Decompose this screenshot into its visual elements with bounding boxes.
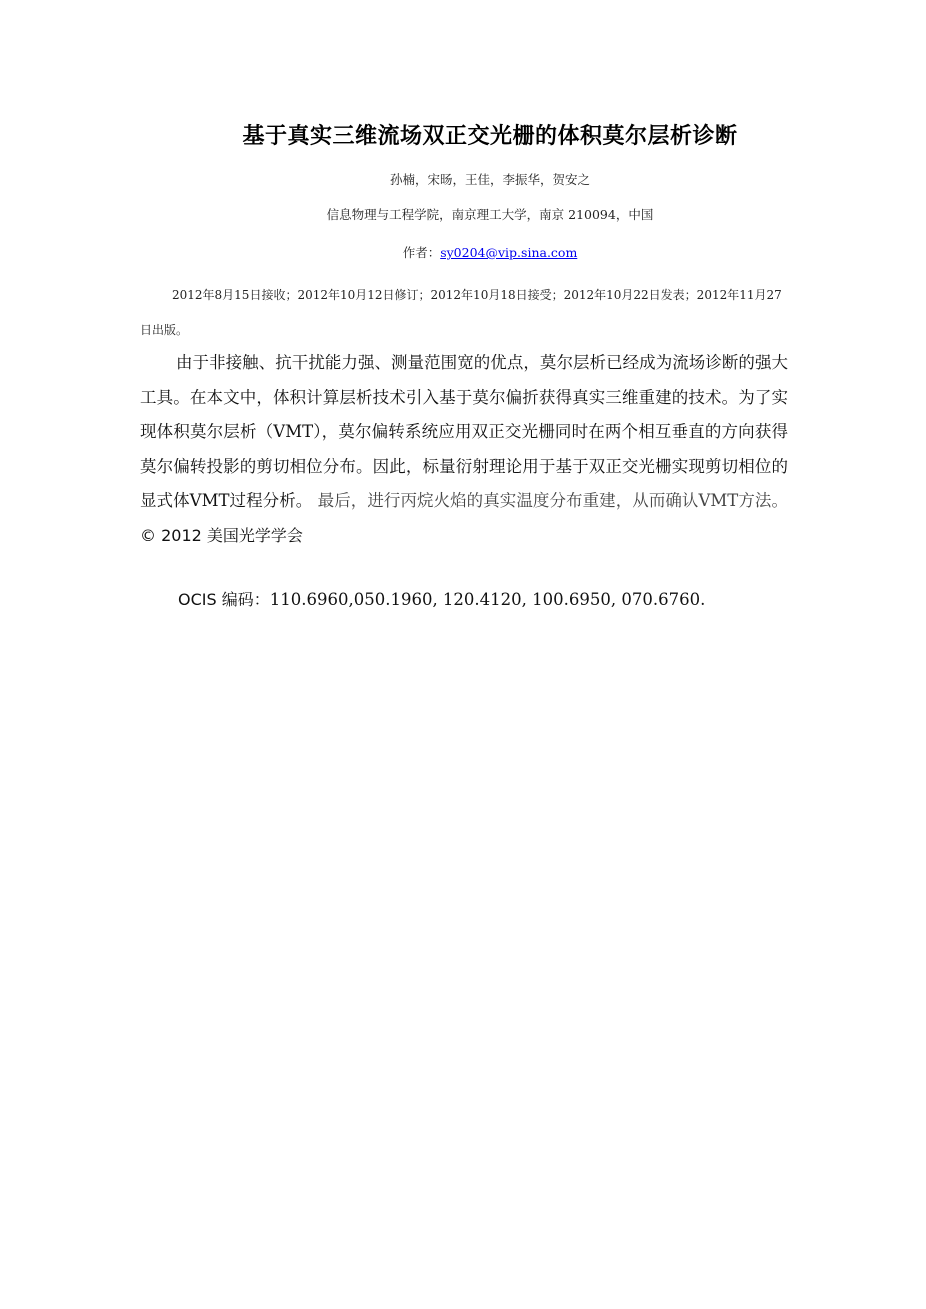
- contact-email-link[interactable]: sy0204@vip.sina.com: [440, 245, 578, 260]
- paper-title: 基于真实三维流场双正交光栅的体积莫尔层析诊断: [242, 124, 738, 149]
- ocis-label: OCIS 编码：: [178, 590, 270, 609]
- publication-dates: 2012年8月15日接收；2012年10月12日修订；2012年10月18日接受；2012年10月22日发表；2012年11月27日出版。: [140, 288, 782, 337]
- abstract: [140, 346, 788, 553]
- abstract-tail: 最后，进行丙烷火焰的真实温度分布重建，从而确认VMT方法。: [312, 491, 788, 510]
- copyright: © 2012 美国光学学会: [140, 525, 303, 545]
- contact-prefix: 作者：: [402, 245, 441, 260]
- affiliation: 信息物理与工程学院，南京理工大学，南京 210094，中国: [326, 207, 654, 222]
- contact-line: [140, 243, 840, 263]
- abstract-main: 由于非接触、抗干扰能力强、测量范围宽的优点，莫尔层析已经成为流场诊断的强大工具。在本文中，体积计算层析技术引入基于莫尔偏折获得真实三维重建的技术。为了实现体积莫尔层析（VMT），莫尔偏转系统应用双正交光栅同时在两个相互垂直的方向获得莫尔偏转投影的剪切相位分布。因此，标量衍射理论用于基于双正交光栅实现剪切相位的显式体VMT过程分析。: [140, 353, 788, 510]
- author-list: 孙楠，宋旸，王佳，李振华，贺安之: [389, 172, 590, 187]
- ocis-codes-line: [178, 588, 705, 612]
- ocis-codes: 110.6960,050.1960, 120.4120, 100.6950, 070.6760.: [269, 590, 706, 609]
